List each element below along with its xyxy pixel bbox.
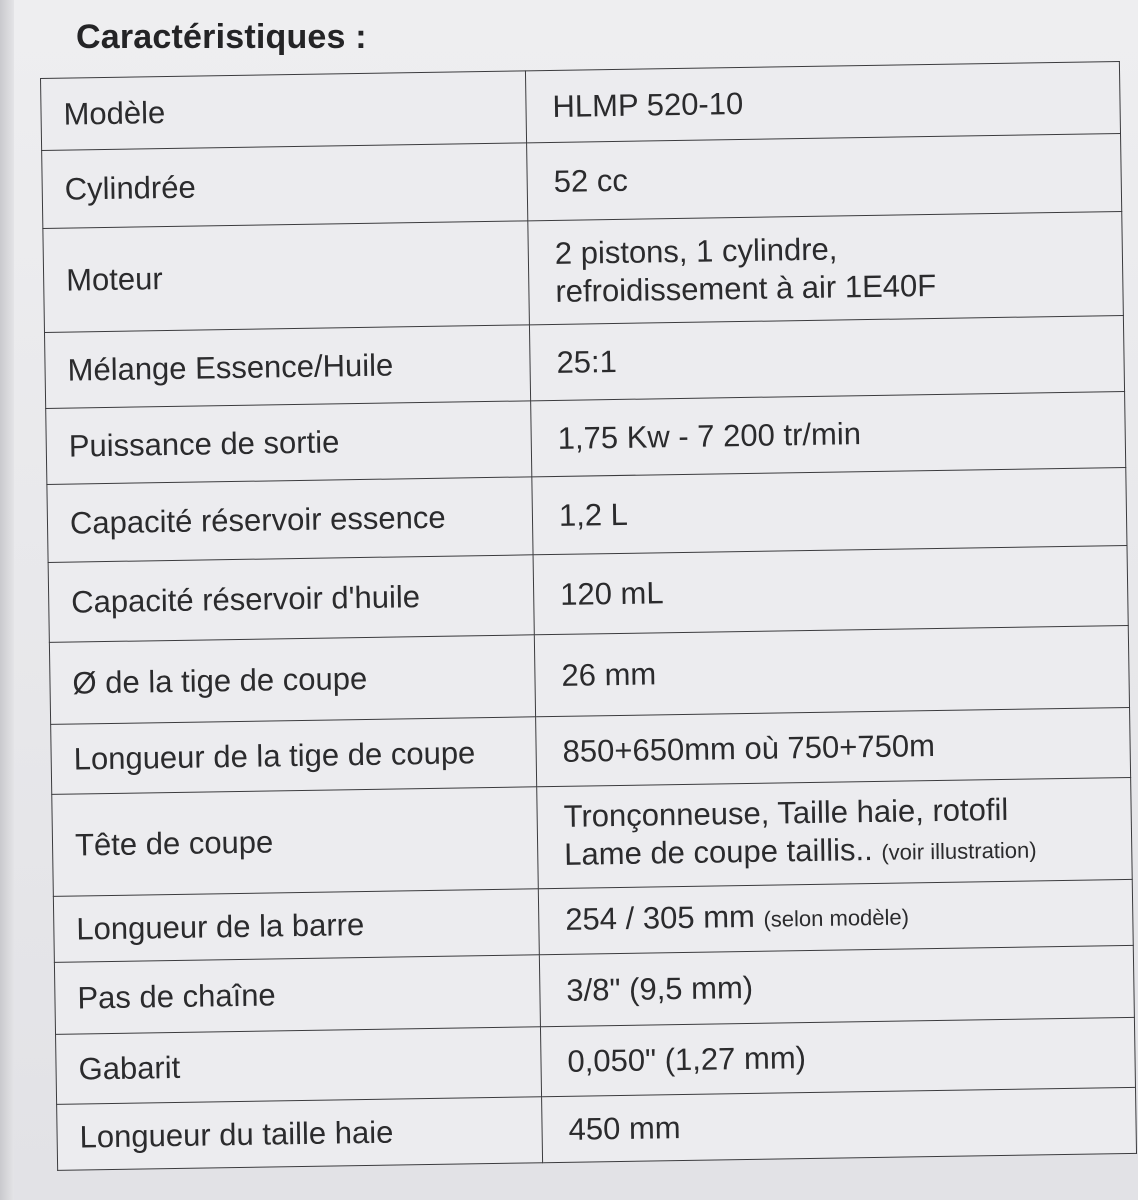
row-label: Cylindrée bbox=[42, 143, 528, 229]
table-row bbox=[43, 212, 1124, 333]
row-value: 3/8" (9,5 mm) bbox=[539, 945, 1134, 1026]
row-value-note: (selon modèle) bbox=[763, 904, 910, 932]
row-value-line: 2 pistons, 1 cylindre, bbox=[554, 230, 838, 271]
row-value bbox=[538, 879, 1133, 954]
row-value: 26 mm bbox=[534, 625, 1129, 716]
row-value: 850+650mm où 750+750m bbox=[536, 707, 1131, 786]
row-label: Pas de chaîne bbox=[54, 955, 540, 1035]
table-row bbox=[52, 777, 1132, 896]
row-label: Longueur du taille haie bbox=[57, 1097, 543, 1171]
row-label: Longueur de la tige de coupe bbox=[51, 717, 537, 795]
row-value bbox=[537, 777, 1133, 888]
row-value: 450 mm bbox=[542, 1087, 1137, 1162]
row-label: Mélange Essence/Huile bbox=[44, 325, 530, 409]
row-label: Ø de la tige de coupe bbox=[49, 635, 535, 725]
row-value: 1,75 Kw - 7 200 tr/min bbox=[531, 392, 1126, 477]
row-value-line: refroidissement à air 1E40F bbox=[555, 267, 937, 309]
row-value: 120 mL bbox=[533, 545, 1128, 634]
row-value bbox=[528, 212, 1124, 325]
row-label: Tête de coupe bbox=[52, 787, 539, 897]
page-title: Caractéristiques : bbox=[76, 18, 367, 56]
row-value-line bbox=[564, 827, 1110, 877]
row-value: 52 cc bbox=[527, 134, 1122, 221]
row-value-text: 254 / 305 mm bbox=[565, 898, 756, 937]
row-value: 25:1 bbox=[529, 316, 1124, 401]
row-value: 0,050" (1,27 mm) bbox=[540, 1017, 1135, 1096]
row-value-line: Tronçonneuse, Taille haie, rotofil bbox=[563, 791, 1009, 834]
row-label: Puissance de sortie bbox=[46, 401, 532, 485]
row-label: Moteur bbox=[43, 221, 530, 333]
row-label: Modèle bbox=[41, 71, 527, 151]
row-value-text: Lame de coupe taillis.. bbox=[563, 832, 873, 872]
row-label: Gabarit bbox=[56, 1027, 542, 1105]
row-value-note: (voir illustration) bbox=[881, 837, 1037, 865]
row-label: Capacité réservoir d'huile bbox=[48, 555, 534, 643]
specifications-table bbox=[40, 61, 1137, 1171]
row-value: 1,2 L bbox=[532, 467, 1127, 554]
page-edge-shadow bbox=[0, 0, 14, 1200]
row-label: Capacité réservoir essence bbox=[47, 477, 533, 563]
row-label: Longueur de la barre bbox=[53, 889, 539, 963]
row-value: HLMP 520-10 bbox=[525, 62, 1120, 143]
